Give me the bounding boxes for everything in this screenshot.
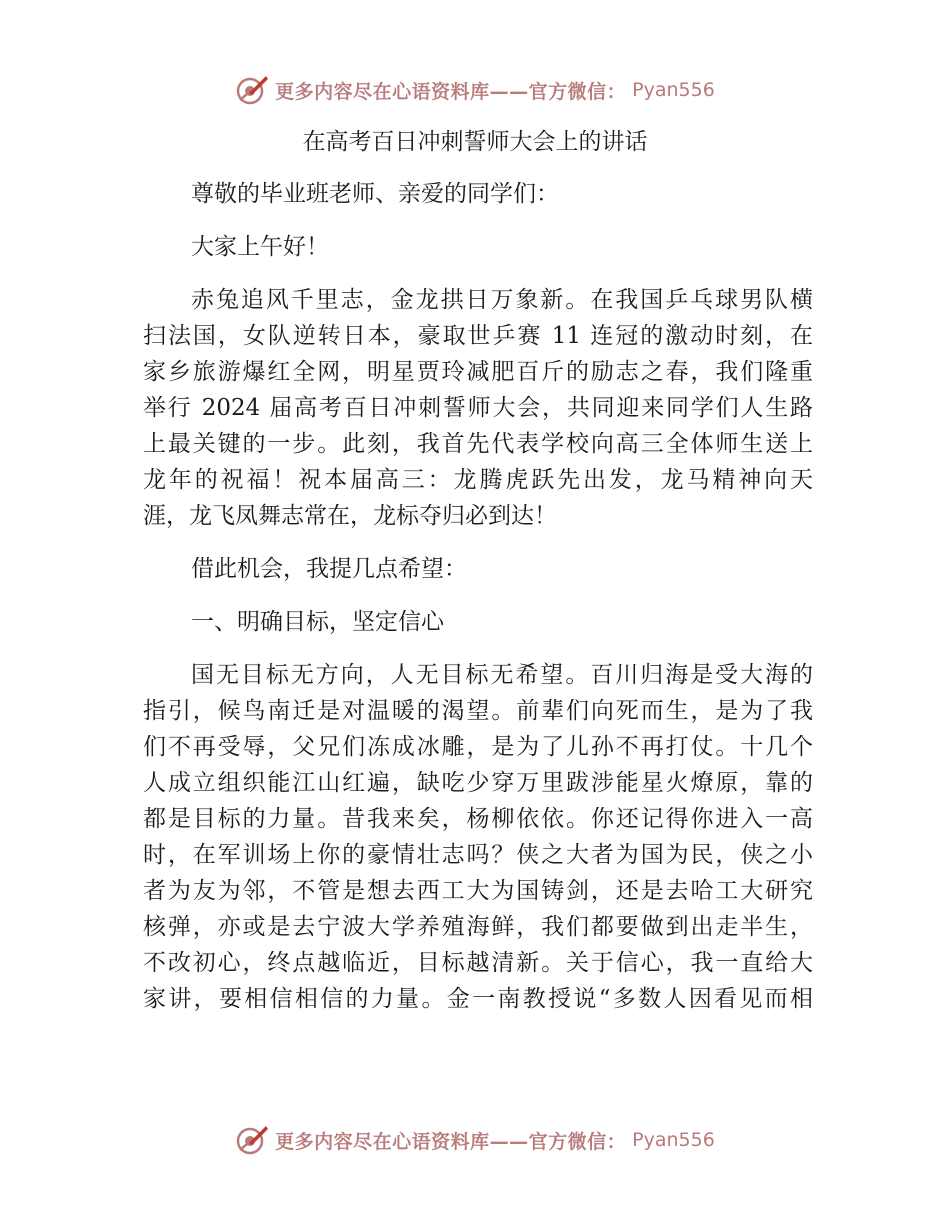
- paragraph-line: 人成立组织能江山红遍，缺吃少穿万里跋涉能星火燎原，靠的: [143, 770, 813, 796]
- paragraph-line: 指引，候鸟南迁是对温暖的渴望。前辈们向死而生，是为了我: [143, 698, 813, 724]
- paragraph-line: 不改初心，终点越临近，目标越清新。关于信心，我一直给大: [143, 950, 813, 976]
- quill-seal-icon: [235, 1123, 269, 1157]
- paragraph-line: 赤兔追风千里志，金龙拱日万象新。在我国乒乓球男队横: [191, 287, 813, 313]
- speech-title: 在高考百日冲刺誓师大会上的讲话: [302, 129, 648, 155]
- watermark-banner-bottom: [0, 1120, 950, 1160]
- paragraph-line: 举行 2024 届高考百日冲刺誓师大会，共同迎来同学们人生路: [143, 395, 813, 421]
- quill-seal-icon: [235, 73, 269, 107]
- paragraph-line: 龙年的祝福！祝本届高三：龙腾虎跃先出发，龙马精神向天: [143, 467, 813, 493]
- paragraph-line: 家乡旅游爆红全网，明星贾玲减肥百斤的励志之春，我们隆重: [143, 359, 813, 385]
- paragraph-line: 借此机会，我提几点希望：: [191, 556, 467, 582]
- watermark-wechat-handle: Pyan556: [632, 1129, 715, 1151]
- salutation-line: 尊敬的毕业班老师、亲爱的同学们：: [191, 181, 559, 207]
- paragraph-line: 都是目标的力量。昔我来矣，杨柳依依。你还记得你进入一高: [143, 806, 813, 832]
- paragraph-line: 扫法国，女队逆转日本，豪取世乒赛 11 连冠的激动时刻，在: [143, 323, 813, 349]
- paragraph-line: 时，在军训场上你的豪情壮志吗？侠之大者为国为民，侠之小: [143, 842, 813, 868]
- greeting-line: 大家上午好！: [191, 234, 329, 260]
- paragraph-line: 家讲，要相信相信的力量。金一南教授说“多数人因看见而相: [143, 986, 813, 1012]
- watermark-banner-top: [0, 70, 950, 110]
- paragraph-line: 上最关键的一步。此刻，我首先代表学校向高三全体师生送上: [143, 431, 813, 457]
- watermark-brand-text: 更多内容尽在心语资料库——官方微信：: [275, 1130, 627, 1153]
- paragraph-line: 核弹，亦或是去宁波大学养殖海鲜，我们都要做到出走半生，: [143, 914, 813, 940]
- paragraph-line: 们不再受辱，父兄们冻成冰雕，是为了儿孙不再打仗。十几个: [143, 734, 813, 760]
- watermark-brand-text: 更多内容尽在心语资料库——官方微信：: [275, 80, 627, 103]
- paragraph-line: 国无目标无方向，人无目标无希望。百川归海是受大海的: [191, 662, 813, 688]
- section-heading: 一、明确目标，坚定信心: [191, 609, 444, 635]
- paragraph-line: 涯，龙飞凤舞志常在，龙标夺归必到达！: [143, 503, 557, 529]
- watermark-wechat-handle: Pyan556: [632, 79, 715, 101]
- paragraph-line: 者为友为邻，不管是想去西工大为国铸剑，还是去哈工大研究: [143, 878, 813, 904]
